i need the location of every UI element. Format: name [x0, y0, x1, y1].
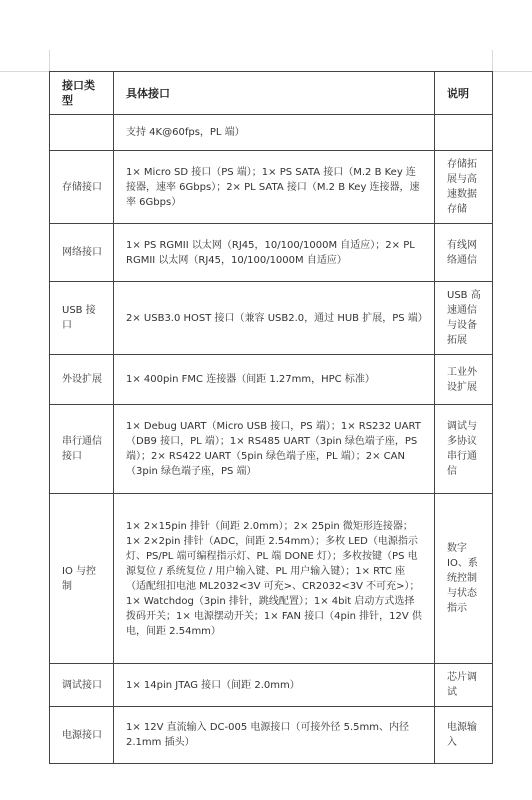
table-row [50, 664, 493, 707]
table-header-row [50, 72, 493, 115]
table-row [50, 282, 493, 355]
interface-spec-table [49, 71, 493, 764]
interface-type-cell: 外设扩展 [50, 355, 114, 405]
header-interface-type: 接口类型 [50, 72, 114, 115]
interface-detail-cell: 1× 14pin JTAG 接口（间距 2.0mm） [114, 664, 435, 707]
description-cell: 存储拓展与高速数据存储 [435, 151, 493, 224]
header-description: 说明 [435, 72, 493, 115]
table-row [50, 224, 493, 282]
interface-type-cell: 网络接口 [50, 224, 114, 282]
description-cell: 电源输入 [435, 707, 493, 764]
table-row [50, 405, 493, 494]
interface-detail-cell: 1× 12V 直流输入 DC-005 电源接口（可接外径 5.5mm、内径 2.1mm 插头） [114, 707, 435, 764]
interface-detail-cell: 1× Debug UART（Micro USB 接口，PS 端）；1× RS232 UART（DB9 接口，PL 端）；1× RS485 UART（3pin 绿色端子座，PS 端）；2× RS422 UART（5pin 绿色端子座，PL 端）；2× CAN（3pin 绿色端子座，PS 端） [114, 405, 435, 494]
table-row [50, 115, 493, 151]
interface-type-cell: USB 接口 [50, 282, 114, 355]
interface-type-cell: 存储接口 [50, 151, 114, 224]
table-row [50, 707, 493, 764]
interface-detail-cell: 1× PS RGMII 以太网（RJ45，10/100/1000M 自适应）；2× PL RGMII 以太网（RJ45，10/100/1000M 自适应） [114, 224, 435, 282]
table-row [50, 494, 493, 664]
interface-type-cell [50, 115, 114, 151]
interface-detail-cell: 1× 400pin FMC 连接器（间距 1.27mm，HPC 标准） [114, 355, 435, 405]
description-cell: USB 高速通信与设备拓展 [435, 282, 493, 355]
interface-type-cell: IO 与控制 [50, 494, 114, 664]
interface-type-cell: 串行通信接口 [50, 405, 114, 494]
table-row [50, 355, 493, 405]
interface-detail-cell: 1× Micro SD 接口（PS 端）；1× PS SATA 接口（M.2 B Key 连接器，速率 6Gbps）；2× PL SATA 接口（M.2 B Key 连接器，速率 6Gbps） [114, 151, 435, 224]
page-margin-line-right [492, 50, 493, 72]
description-cell: 芯片调试 [435, 664, 493, 707]
description-cell: 有线网络通信 [435, 224, 493, 282]
page-margin-line-left [49, 50, 50, 72]
description-cell [435, 115, 493, 151]
description-cell: 调试与多协议串行通信 [435, 405, 493, 494]
interface-type-cell: 电源接口 [50, 707, 114, 764]
description-cell: 数字 IO、系统控制与状态指示 [435, 494, 493, 664]
interface-detail-cell: 1× 2×15pin 排针（间距 2.0mm）；2× 25pin 微矩形连接器；1× 2×2pin 排针（ADC，间距 2.54mm）；多枚 LED（电源指示灯、PS/PL 端可编程指示灯、PL 端 DONE 灯）；多枚按键（PS 电源复位 / 系统复位 / 用户输入键、PL 用户输入键）；1× RTC 座（适配纽扣电池 ML2032<3V 可充>、CR2032<3V 不可充>）；1× Watchdog（3pin 排针，跳线配置）；1× 4bit 启动方式选择拨码开关；1× 电源摆动开关；1× FAN 接口（4pin 排针，12V 供电，间距 2.54mm） [114, 494, 435, 664]
table-row [50, 151, 493, 224]
description-cell: 工业外设扩展 [435, 355, 493, 405]
interface-type-cell: 调试接口 [50, 664, 114, 707]
interface-detail-cell: 支持 4K@60fps，PL 端） [114, 115, 435, 151]
header-specific-interface: 具体接口 [114, 72, 435, 115]
interface-detail-cell: 2× USB3.0 HOST 接口（兼容 USB2.0，通过 HUB 扩展，PS 端） [114, 282, 435, 355]
